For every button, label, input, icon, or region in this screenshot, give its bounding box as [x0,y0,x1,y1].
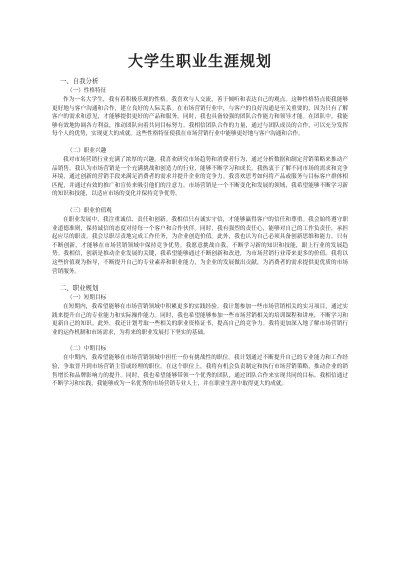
subheading-mid-term: （二）中期目标 [67,346,107,353]
subheading-short-term: （一）短期目标 [67,295,107,302]
paragraph-personality: 作为一名大学生，我有着积极乐观的性格。我喜欢与人交流，善于倾听和表达自己的观点。这种性格特点使我能够更好地与客户沟通和合作，建立良好的人际关系。在市场营销行业中，与客户的良好沟通是至关重要的，因为只有了解客户的需求和意见，才能够提供更好的产品和服务。同时，我也具备较强的团队合作能力和领导才能。在团队中，我能够有效地协调各方利益，推动团队向着共同目标努力。我相信团队合作的力量，通过与团队成员的合作，可以充分发挥每个人的优势，实现更大的成就。这些性格特征使我在市场营销行业中能够更好地与客户沟通和合作。 [52,97,348,138]
paragraph-short-term: 在短期内，我希望能够在市场营销领域中积累更多的实践经验。我计划参加一些市场营销相关的实习项目，通过实践来提升自己的专业能力和实际操作能力。同时，我也希望能够参加一些市场营销相关的培训课程和讲座，不断学习和更新自己的知识。此外，我还计划考取一些相关的职业资格证书，提高自己的竞争力。我将更加深入地了解市场营销行业的运作机制和市场需求，为将来的职业发展打下坚实的基础。 [52,304,348,336]
paragraph-career-values: 在职业发展中，我注重诚信、责任和创新。我相信只有诚实守信，才能够赢得客户的信任和尊重。我会始终遵守职业道德准则，保持诚信的态度对待每一个客户和合作伙伴。同时，我有强烈的责任心，能够对自己的工作负责任，承担起应尽的职责。我会尽职尽责地完成工作任务，为企业创造价值。此外，我也认为自己必须具备创新思维和能力，只有不断创新，才能够在市场营销领域中保持竞争优势。我愿意挑战自我，不断学习新的知识和技能，跟上行业的发展趋势。我相信，创新是推动企业发展的关键，我希望能够通过不断创新和改进，为市场营销行业带来更多的价值。我将以这些价值观为指导，不断提升自己的专业素养和职业能力，为企业的发展做出贡献，为消费者的需求提供更优质的市场营销服务。 [52,216,348,275]
section-heading-career-plan: 二、职业规划 [60,284,99,293]
document-title: 大学生职业生涯规划 [127,52,272,70]
subheading-career-values: （三）职业价值观 [67,207,112,214]
subheading-career-interest: （二）职业兴趣 [67,147,107,154]
paragraph-career-interest: 我对市场营销行业充满了浓厚的兴趣。我喜欢研究市场趋势和消费者行为，通过分析数据和制定营销策略来推动产品销售。我认为市场营销是一个充满挑战和创造力的行业，能够不断学习和成长。我热衷于了解不同市场的需求和竞争环境，通过创新的营销手段来满足消费者的需求并提升企业的竞争力。我喜欢思考如何将产品或服务与目标客户群体相匹配，并通过有效的推广和宣传来吸引他们的注意力。市场营销是一个不断变化和发展的领域，我希望能够不断学习新的知识和技能，以适应市场的变化并保持竞争优势。 [52,156,348,198]
section-heading-self-analysis: 一、自我分析 [60,77,99,85]
paragraph-mid-term: 在中期内，我希望能够在市场营销领域中担任一份有挑战性的职位。我计划通过不断提升自己的专业能力和工作经验，争取晋升到市场营销主管或经理的职位。在这个职位上，我将有机会负责制定和执行市场营销策略，推动企业的销售增长和品牌影响力的提升。同时，我也希望能够带领一个优秀的团队，通过团队合作来实现共同的目标。我相信通过不断学习和实践，我能够成为一名优秀的市场营销专业人士，并在职业生涯中取得更大的成就。 [52,355,348,388]
subheading-personality: （一）性格特征 [67,88,107,94]
